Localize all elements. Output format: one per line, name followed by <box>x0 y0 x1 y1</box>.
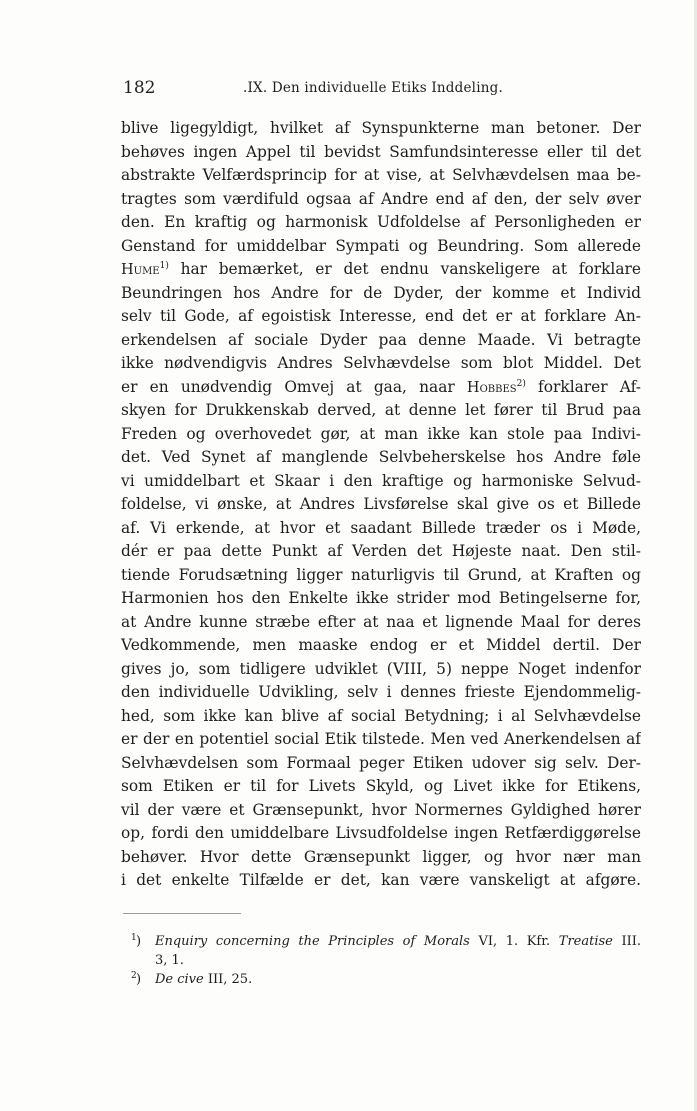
text-line: tiende Forudsætning ligger naturligvis til Grund, at Kraften og <box>121 565 641 584</box>
author-name-hobbes: Hobbes <box>466 379 517 396</box>
text-line-hobbes: er en unødvendig Omvej at gaa, naar Hobbes$^{2)}$ forklarer Af- <box>121 377 641 396</box>
footnote-divider <box>123 913 241 914</box>
running-title: .IX. Den individuelle Etiks Inddeling. <box>243 80 503 96</box>
text-line: vi umiddelbart et Skaar i den kraftige og harmoniske Selvud- <box>121 471 641 490</box>
work-title: Enquiry concerning the Principles of Morals <box>155 934 470 949</box>
footnote-marker: 1 <box>131 933 137 943</box>
text-line: tragtes som værdifuld ogsaa af Andre end af den, der selv øver <box>121 189 641 208</box>
text-line: Selvhævdelsen som Formaal peger Etiken udover sig selv. Der- <box>121 753 641 772</box>
footnote-ref-1: 1) <box>159 260 169 271</box>
text-line: foldelse, vi ønske, at Andres Livsførelse skal give os et Billede <box>121 495 641 513</box>
text-line: den individuelle Udvikling, selv i dennes frieste Ejendommelig- <box>121 683 641 701</box>
text-line: behøver. Hvor dette Grænsepunkt ligger, og hvor nær man <box>121 847 641 866</box>
text-line: skyen for Drukkenskab derved, at denne let fører til Brud paa <box>121 401 641 419</box>
work-title: Treatise <box>558 934 613 949</box>
page-number: 182 <box>123 78 156 98</box>
text-line: i det enkelte Tilfælde er det, kan være vanskeligt at afgøre. <box>121 871 641 889</box>
text-line: den. En kraftig og harmonisk Udfoldelse af Personligheden er <box>121 213 641 231</box>
footnote-marker: 2 <box>131 971 137 981</box>
text-line: behøves ingen Appel til bevidst Samfundsinteresse eller til det <box>121 142 641 161</box>
text-line: dér er paa dette Punkt af Verden det Højeste naat. Den stil- <box>121 542 641 560</box>
text-line: som Etiken er til for Livets Skyld, og Livet ikke for Etikens, <box>121 777 641 795</box>
footnote-line: De cive III, 25. <box>155 972 253 987</box>
body-text <box>121 117 641 893</box>
text-line: Vedkommende, men maaske endog er et Middel dertil. Der <box>121 636 641 654</box>
text-line: Harmonien hos den Enkelte ikke strider mod Betingelserne for, <box>121 589 641 607</box>
work-title: De cive <box>155 972 204 987</box>
text-line: at Andre kunne stræbe efter at naa et lignende Maal for deres <box>121 612 641 631</box>
text-line: op, fordi den umiddelbare Livsudfoldelse ingen Retfærdiggørelse <box>121 824 641 842</box>
text-line: Freden og overhovedet gør, at man ikke kan stole paa Indivi- <box>121 424 641 443</box>
footnotes <box>131 932 641 989</box>
text-line: er der en potentiel social Etik tilstede. Men ved Anerkendelsen af <box>121 730 641 748</box>
text-line-hume: Hume$^{1)}$ har bemærket, er det endnu vanskeligere at forklare <box>121 260 641 278</box>
text-line: ikke nødvendigvis Andres Selvhævdelse som blot Middel. Det <box>121 354 641 372</box>
footnote-1: 1 ) Enquiry concerning the Principles of Morals VI, 1. Kfr. Treatise III. 3, 1. <box>131 932 641 970</box>
text-line: det. Ved Synet af manglende Selvbeherskelse hos Andre føle <box>121 448 641 466</box>
text-line: blive ligegyldigt, hvilket af Synspunkterne man betoner. Der <box>121 119 641 137</box>
text-line: gives jo, som tidligere udviklet (VIII, 5) neppe Noget indenfor <box>121 659 641 678</box>
page-header <box>123 76 643 100</box>
author-name-hume: Hume <box>121 262 160 278</box>
text-line: selv til Gode, af egoistisk Interesse, end det er at forklare An- <box>121 307 641 325</box>
footnote-ref-2: 2) <box>516 378 526 389</box>
footnote-line: Enquiry concerning the Principles of Morals VI, 1. Kfr. Treatise III. <box>155 934 641 949</box>
text-line: abstrakte Velfærdsprincip for at vise, at Selvhævdelsen maa be- <box>121 166 641 184</box>
text-line: hed, som ikke kan blive af social Betydning; i al Selvhævdelse <box>121 706 641 725</box>
text-line: vil der være et Grænsepunkt, hvor Normernes Gyldighed hører <box>121 800 641 819</box>
footnote-line: 3, 1. <box>155 953 184 968</box>
text-line: Genstand for umiddelbar Sympati og Beundring. Som allerede <box>121 236 641 255</box>
footnote-2: 2 ) De cive III, 25. <box>131 970 641 989</box>
text-line: erkendelsen af sociale Dyder paa denne Maade. Vi betragte <box>121 330 641 349</box>
text-line: Beundringen hos Andre for de Dyder, der komme et Individ <box>121 283 641 302</box>
text-line: af. Vi erkende, at hvor et saadant Billede træder os i Møde, <box>121 518 641 537</box>
